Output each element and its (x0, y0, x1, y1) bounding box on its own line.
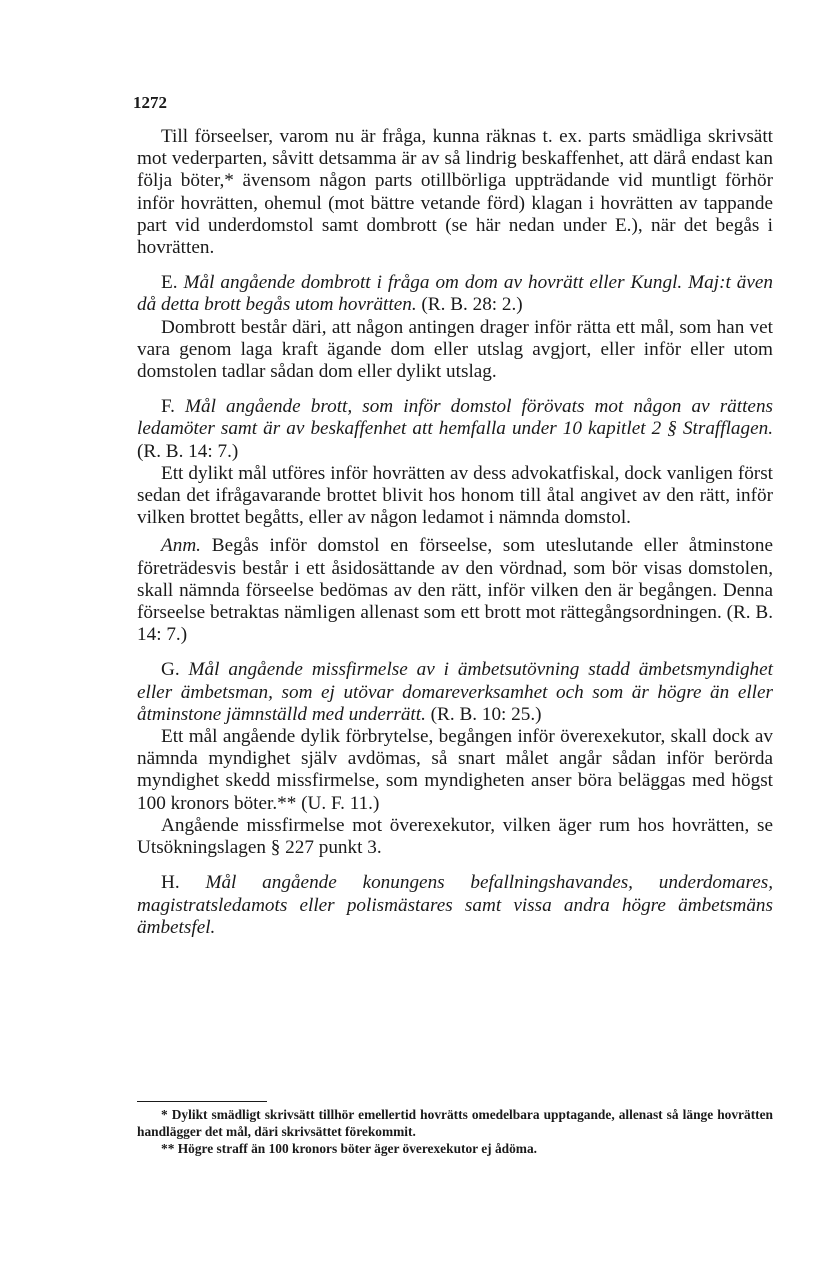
section-g-title: Mål angående missfirmelse av i ämbetsutövning stadd ämbetsmyndighet eller ämbetsman, som ej utövar domareverksamhet och som är högre än eller åtminstone jämnställd med underrätt. (137, 659, 773, 725)
section-e-letter: E. (161, 272, 178, 294)
section-e-title: Mål angående dombrott i fråga om dom av hovrätt eller Kungl. Maj:t även då detta brott begås utom hovrätten. (137, 272, 774, 316)
paragraph-offences: Till förseelser, varom nu är fråga, kunna räknas t. ex. parts smädliga skrivsätt mot vederparten, såvitt detsamma är av så lindrig beskaffenhet, att därå endast kan följa böter,* ävensom någon parts otillbörliga uppträdande vid muntligt förhör inför hovrätten, ohemul (mot bättre vetande förd) klagan i hovrätten av tappande part vid underdomstol samt dombrott (se här nedan under E.), när det begås i hovrätten. (137, 126, 773, 259)
section-g-letter: G. (161, 659, 180, 681)
section-f-reference: (R. B. 14: 7.) (137, 440, 239, 462)
annotation-paragraph (137, 535, 773, 646)
section-h-title: Mål angående konungens befallningshavandes, underdomares, magistratsledamots eller polismästares samt vissa andra högre ämbetsmäns ämbetsfel. (137, 872, 773, 938)
page-number: 1272 (133, 93, 167, 112)
footnotes (137, 1106, 773, 1157)
section-f-letter: F. (161, 396, 175, 418)
annotation-text: Begås inför domstol en förseelse, som uteslutande eller åtminstone företrädesvis består i ett åsidosättande av den vördnad, som bör visas domstolen, skall nämnda förseelse bedömas av den rätt, inför vilken den är begången. Denna förseelse betraktas nämligen allenast som ett brott mot rättegångsordningen. (R. B. 14: 7.) (137, 535, 773, 646)
paragraph-overexekutor: Ett mål angående dylik förbrytelse, begången inför överexekutor, skall dock av nämnda myndighet själv avdömas, så snart målet angår sådan inför berörda myndighet skedd missfirmelse, som myndigheten anser böra beläggas med högst 100 kronors böter.** (U. F. 11.) (137, 726, 773, 814)
section-g-reference: (R. B. 10: 25.) (430, 703, 542, 725)
section-h-heading (137, 872, 773, 939)
section-e-heading (137, 272, 773, 316)
footnote-1: * Dylikt smädligt skrivsätt tillhör emellertid hovrätts omedelbara upptagande, allenast så länge hovrätten handlägger det mål, däri skrivsättet förekommit. (137, 1107, 773, 1139)
section-f-title: Mål angående brott, som inför domstol förövats mot någon av rättens ledamöter samt är av beskaffenhet att hemfalla under 10 kapitlet 2 § Strafflagen. (137, 396, 773, 440)
footnote-divider (137, 1101, 267, 1102)
annotation-label: Anm. (161, 535, 201, 557)
paragraph-advokatfiskal: Ett dylikt mål utföres inför hovrätten av dess advokatfiskal, dock vanligen först sedan det ifrågavarande brottet blivit hos honom till åtal angivet av den rätt, inför vilken brottet begåtts, eller av någon ledamot i nämnda domstol. (137, 462, 773, 529)
section-g-heading (137, 659, 773, 726)
body-text (137, 126, 773, 939)
section-e-reference: (R. B. 28: 2.) (421, 294, 523, 316)
paragraph-dombrott: Dombrott består däri, att någon antingen drager inför rätta ett mål, som han vet vara genom laga kraft ägande dom eller utslag avgjort, eller inför eller utom domstolen tadlar sådan dom eller dylikt utslag. (137, 316, 773, 383)
section-h-letter: H. (161, 872, 180, 894)
footnote-2: ** Högre straff än 100 kronors böter äger överexekutor ej ådöma. (161, 1141, 538, 1156)
section-f-heading (137, 396, 773, 463)
paragraph-utsokningslagen: Angående missfirmelse mot överexekutor, vilken äger rum hos hovrätten, se Utsökningslagen § 227 punkt 3. (137, 814, 773, 859)
